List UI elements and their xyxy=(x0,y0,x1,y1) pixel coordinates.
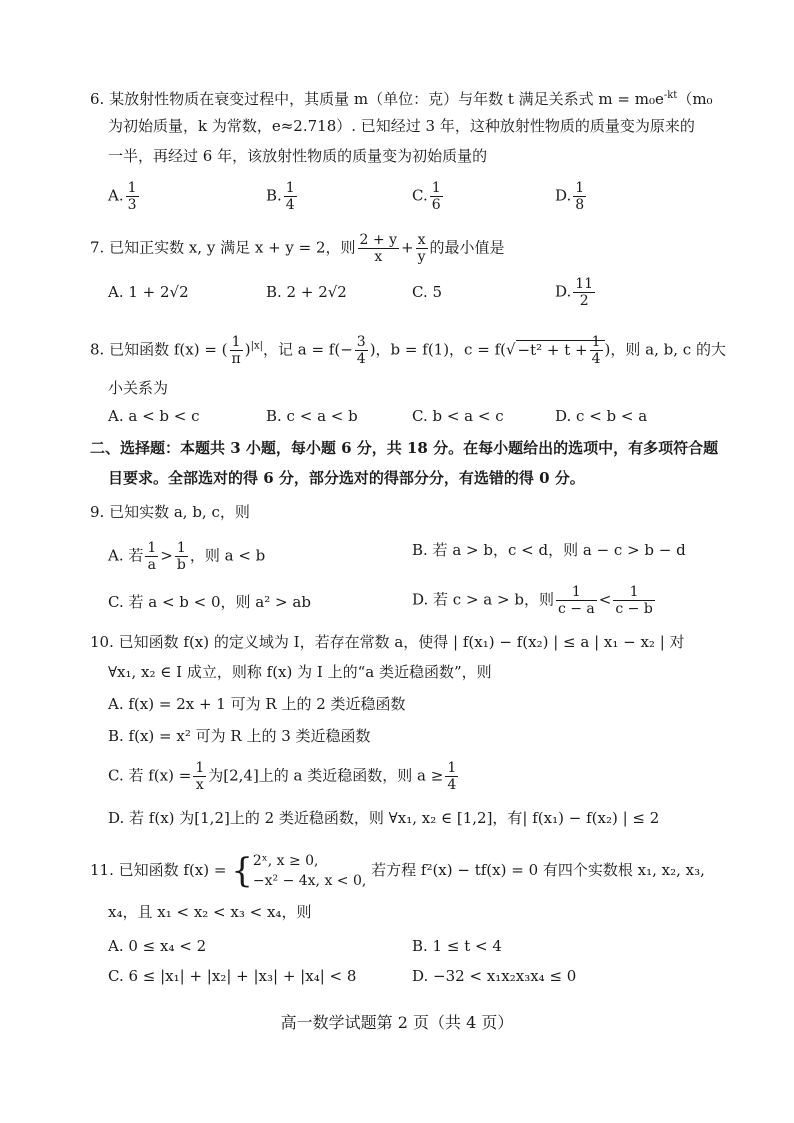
q8-option-a: A. a < b < c xyxy=(108,407,200,425)
q8-option-d: D. c < b < a xyxy=(555,407,648,425)
q6-line3: 一半，再经过 6 年，该放射性物质的质量变为初始质量的 xyxy=(108,147,488,165)
q9-option-a: A. 若 $\frac{1}{a}$ > $\frac{1}{b}$ ，则 a < b xyxy=(108,540,266,573)
q8-option-b: B. c < a < b xyxy=(266,407,358,425)
q8-stem: 8. 已知函数 f(x) = ( $\frac{1}{\pi}$ )$^{|x|}$，记 a = f(− $\frac{3}{4}$ )，b = f(1)，c = f(√ −t² + t + $\frac{1}{4}$ )，则 a, b, c 的大 xyxy=(90,334,726,367)
q6-line2: 为初始质量，k 为常数，e≈2.718）. 已知经过 3 年，这种放射性物质的质量变为原来的 xyxy=(108,117,695,135)
q6-option-d: D. $\frac{1}{8}$ xyxy=(555,180,585,213)
q11-option-b: B. 1 ≤ t < 4 xyxy=(412,937,502,955)
q9-option-d: D. 若 c > a > b，则 $\frac{1}{c - a}$ < $\frac{1}{c - b}$ xyxy=(412,584,653,617)
q10-option-a: A. f(x) = 2x + 1 可为 R 上的 2 类近稳函数 xyxy=(108,695,406,713)
q10-line1: 10. 已知函数 f(x) 的定义域为 I，若存在常数 a，使得 | f(x₁) − f(x₂) | ≤ a | x₁ − x₂ | 对 xyxy=(90,633,685,651)
q9-option-b: B. 若 a > b，c < d，则 a − c > b − d xyxy=(412,541,686,559)
q11-option-d: D. −32 < x₁x₂x₃x₄ ≤ 0 xyxy=(412,967,577,985)
q10-option-b: B. f(x) = x² 可为 R 上的 3 类近稳函数 xyxy=(108,727,371,745)
q11-option-c: C. 6 ≤ |x₁| + |x₂| + |x₃| + |x₄| < 8 xyxy=(108,967,357,985)
q7-option-d: D. $\frac{11}{2}$ xyxy=(555,276,594,309)
q7-option-a: A. 1 + 2√2 xyxy=(108,283,189,301)
section2-heading-line1: 二、选择题：本题共 3 小题，每小题 6 分，共 18 分。在每小题给出的选项中，有多项符合题 xyxy=(90,439,719,457)
q10-line2: ∀x₁, x₂ ∈ I 成立，则称 f(x) 为 I 上的“a 类近稳函数”，则 xyxy=(108,663,492,681)
q6-option-b: B. $\frac{1}{4}$ xyxy=(266,180,295,213)
q7-option-b: B. 2 + 2√2 xyxy=(266,283,347,301)
q9-stem: 9. 已知实数 a, b, c，则 xyxy=(90,503,250,521)
q10-option-c: C. 若 f(x) = $\frac{1}{x}$ 为[2,4]上的 a 类近稳函数，则 a ≥ $\frac{1}{4}$ xyxy=(108,760,457,793)
q11-line2: x₄，且 x₁ < x₂ < x₃ < x₄，则 xyxy=(108,903,312,921)
page-footer: 高一数学试题第 2 页（共 4 页） xyxy=(280,1013,514,1032)
q6-option-c: C. $\frac{1}{6}$ xyxy=(412,180,441,213)
section2-heading-line2: 目要求。全部选对的得 6 分，部分选对的得部分分，有选错的得 0 分。 xyxy=(108,469,585,487)
q7-stem: 7. 已知正实数 x, y 满足 x + y = 2，则 $\frac{2 + y}{x}$ + $\frac{x}{y}$ 的最小值是 xyxy=(90,232,505,265)
q6-option-a: A. $\frac{1}{3}$ xyxy=(108,180,137,213)
q7-option-c: C. 5 xyxy=(412,283,443,301)
q11-option-a: A. 0 ≤ x₄ < 2 xyxy=(108,937,207,955)
q8-line2: 小关系为 xyxy=(108,379,169,397)
q11-stem: 11. 已知函数 f(x) = { 2ˣ, x ≥ 0, −x² − 4x, x < 0, 若方程 f²(x) − tf(x) = 0 有四个实数根 x₁, x₂, x₃, xyxy=(90,851,705,891)
q6-line1: 6. 某放射性物质在衰变过程中，其质量 m（单位：克）与年数 t 满足关系式 $m = m_0e^{-kt}(m_0$ xyxy=(90,90,713,108)
q9-option-c: C. 若 a < b < 0，则 a² > ab xyxy=(108,593,311,611)
q8-option-c: C. b < a < c xyxy=(412,407,504,425)
q10-option-d: D. 若 f(x) 为[1,2]上的 2 类近稳函数，则 ∀x₁, x₂ ∈ [1,2]，有| f(x₁) − f(x₂) | ≤ 2 xyxy=(108,809,660,827)
